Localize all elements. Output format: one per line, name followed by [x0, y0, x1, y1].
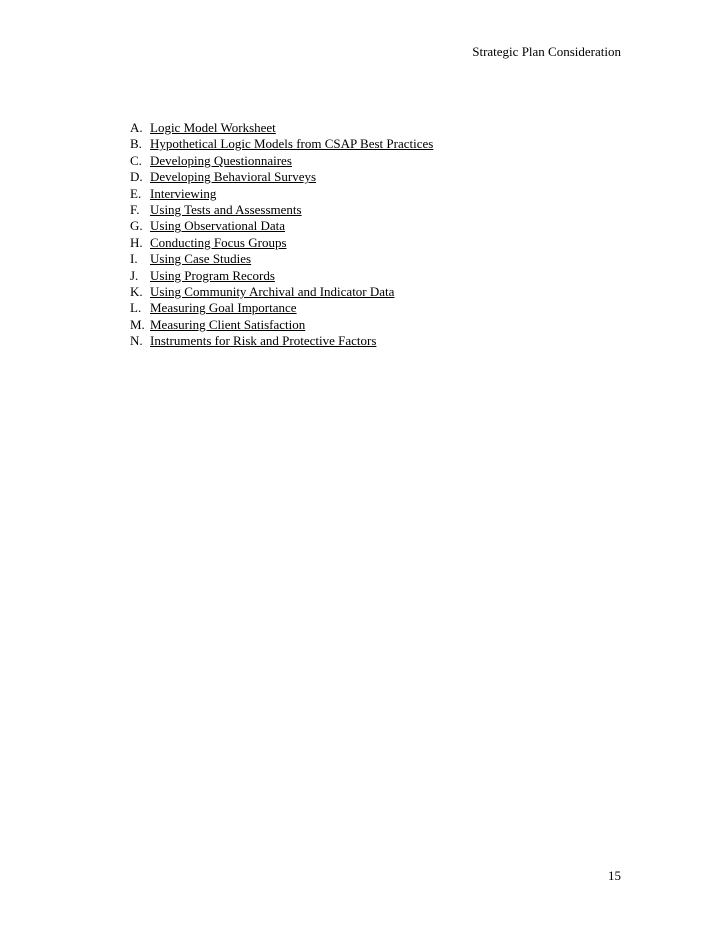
list-item-letter: A.	[130, 120, 143, 135]
list-item-letter: F.	[130, 202, 140, 218]
list-item	[130, 202, 433, 218]
list-item	[130, 268, 433, 284]
list-item	[130, 317, 433, 333]
list-item-letter: J.	[130, 267, 139, 283]
appendix-link-program-records[interactable]: Using Program Records	[150, 267, 275, 283]
appendix-link-behavioral-surveys[interactable]: Developing Behavioral Surveys	[150, 169, 317, 185]
appendix-link-community-archival-data[interactable]: Using Community Archival and Indicator Data	[150, 284, 395, 300]
list-item-letter: E.	[130, 185, 142, 201]
list-item-letter: H.	[130, 234, 143, 250]
list-item	[130, 218, 433, 234]
appendix-link-hypothetical-logic-models[interactable]: Hypothetical Logic Models from CSAP Best Practices	[150, 136, 434, 152]
appendix-link-observational-data[interactable]: Using Observational Data	[150, 218, 286, 234]
appendix-link-developing-questionnaires[interactable]: Developing Questionnaires	[150, 152, 292, 168]
appendix-link-goal-importance[interactable]: Measuring Goal Importance	[150, 300, 297, 316]
list-item	[130, 186, 433, 202]
list-item	[130, 333, 433, 349]
list-item	[130, 284, 433, 300]
list-item	[130, 235, 433, 251]
list-item-letter: I.	[130, 251, 138, 267]
appendix-link-focus-groups[interactable]: Conducting Focus Groups	[150, 234, 287, 250]
list-item-letter: C.	[130, 152, 142, 168]
list-item	[130, 300, 433, 316]
page-number: 15	[608, 868, 621, 883]
appendix-list	[130, 120, 433, 350]
list-item-letter: M.	[130, 316, 145, 332]
appendix-link-logic-model-worksheet[interactable]: Logic Model Worksheet	[150, 120, 276, 135]
list-item-letter: G.	[130, 218, 143, 234]
list-item	[130, 136, 433, 152]
list-item	[130, 251, 433, 267]
list-item-letter: L.	[130, 300, 142, 316]
list-item	[130, 153, 433, 169]
list-item-letter: K.	[130, 284, 143, 300]
list-item	[130, 120, 433, 136]
list-item-letter: D.	[130, 169, 143, 185]
running-header: Strategic Plan Consideration	[472, 44, 621, 59]
appendix-link-client-satisfaction[interactable]: Measuring Client Satisfaction	[150, 316, 306, 332]
list-item-letter: B.	[130, 136, 142, 152]
appendix-link-interviewing[interactable]: Interviewing	[150, 185, 217, 201]
appendix-link-case-studies[interactable]: Using Case Studies	[150, 251, 252, 267]
list-item-letter: N.	[130, 333, 143, 349]
appendix-link-risk-protective-factors[interactable]: Instruments for Risk and Protective Factors	[150, 333, 377, 349]
appendix-link-tests-assessments[interactable]: Using Tests and Assessments	[150, 202, 302, 218]
list-item	[130, 169, 433, 185]
